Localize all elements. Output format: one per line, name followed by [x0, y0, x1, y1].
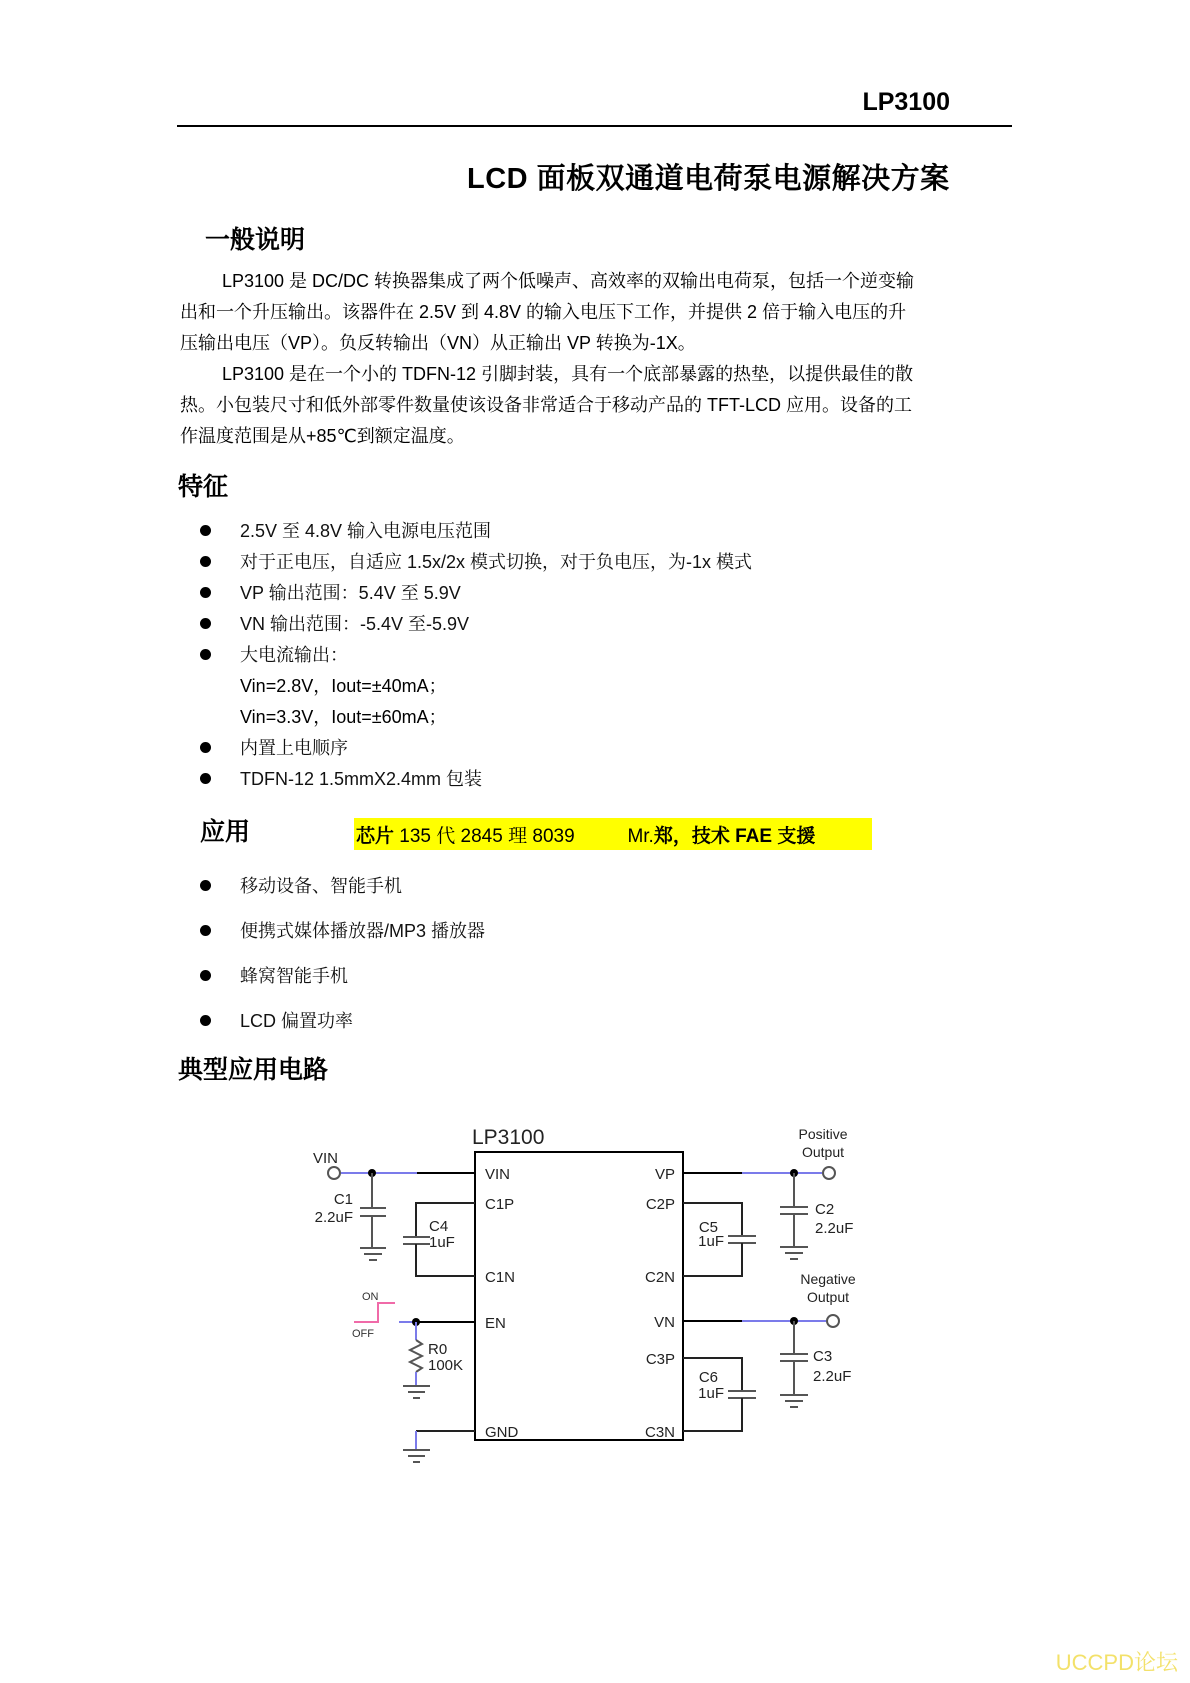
paragraph-line: LP3100 是 DC/DC 转换器集成了两个低噪声、高效率的双输出电荷泵，包括一个逆变输 — [222, 271, 915, 291]
en-switch-signal — [354, 1303, 395, 1322]
contact-bold-suffix: 郑，技术 FAE 支援 — [653, 826, 816, 847]
positive-output-label-line1: Positive — [798, 1126, 848, 1142]
c4-name: C4 — [429, 1218, 449, 1235]
ground-icon — [403, 1450, 430, 1462]
c1-value: 2.2uF — [314, 1209, 353, 1226]
negative-output-label-line1: Negative — [800, 1271, 856, 1287]
pin-label-c2p: C2P — [645, 1196, 675, 1213]
negative-output-terminal-icon — [827, 1315, 839, 1327]
pin-label-vp: VP — [654, 1166, 675, 1183]
c3-value: 2.2uF — [813, 1368, 852, 1385]
chip-label: LP3100 — [472, 1126, 545, 1149]
r0-name: R0 — [428, 1341, 448, 1358]
paragraph-line: 出和一个升压输出。该器件在 2.5V 到 4.8V 的输入电压下工作，并提供 2 倍于输入电压的升 — [180, 302, 907, 322]
forum-watermark: UCCPD论坛 — [1055, 1650, 1178, 1675]
paragraph-line: 压输出电压（VP）。负反转输出（VN）从正输出 VP 转换为-1X。 — [180, 333, 696, 353]
pin-label-c3p: C3P — [645, 1351, 675, 1368]
c6-value: 1uF — [698, 1385, 724, 1402]
pin-label-c2n: C2N — [644, 1269, 675, 1286]
c1-name: C1 — [333, 1191, 353, 1208]
en-on-label: ON — [362, 1291, 379, 1303]
en-off-label: OFF — [352, 1328, 374, 1340]
feature-sub-line: Vin=2.8V，Iout=±40mA； — [240, 676, 447, 696]
c5-value: 1uF — [698, 1233, 724, 1250]
resistor-r0-icon — [410, 1340, 422, 1372]
vin-label: VIN — [313, 1150, 339, 1167]
r0-value: 100K — [428, 1357, 464, 1374]
contact-mr: Mr. — [627, 826, 654, 847]
ground-icon — [403, 1386, 430, 1398]
ground-icon — [780, 1247, 808, 1259]
c4-value: 1uF — [429, 1234, 455, 1251]
c2-value: 2.2uF — [815, 1220, 854, 1237]
pin-label-gnd: GND — [485, 1424, 519, 1441]
pin-label-en: EN — [485, 1315, 506, 1332]
contact-number: 135 代 2845 理 8039 — [394, 826, 575, 847]
c6-name: C6 — [698, 1369, 718, 1386]
positive-output-terminal-icon — [823, 1167, 835, 1179]
ground-icon — [780, 1395, 808, 1407]
negative-output-label-line2: Output — [806, 1289, 850, 1305]
ground-icon — [360, 1248, 386, 1260]
applications-heading: 应用 — [200, 818, 251, 846]
document-title: LCD 面板双通道电荷泵电源解决方案 — [467, 163, 950, 195]
contact-bold-prefix: 芯片 — [356, 826, 395, 847]
features-heading: 特征 — [178, 473, 229, 501]
paragraph-line: LP3100 是在一个小的 TDFN-12 引脚封装，具有一个底部暴露的热垫，以提供最佳的散 — [222, 364, 914, 384]
pin-label-c3n: C3N — [644, 1424, 675, 1441]
feature-sub-line: Vin=3.3V，Iout=±60mA； — [240, 707, 447, 727]
general-heading: 一般说明 — [205, 226, 306, 254]
vin-terminal-icon — [328, 1167, 340, 1179]
circuit-heading: 典型应用电路 — [178, 1056, 329, 1084]
pin-label-c1n: C1N — [485, 1269, 516, 1286]
c2-name: C2 — [815, 1201, 835, 1218]
part-number-header: LP3100 — [862, 88, 950, 116]
pin-label-c1p: C1P — [485, 1196, 515, 1213]
paragraph-line: 热。小包装尺寸和低外部零件数量使该设备非常适合于移动产品的 TFT-LCD 应用。设备的工 — [180, 395, 912, 415]
positive-output-label-line2: Output — [801, 1144, 845, 1160]
c3-name: C3 — [813, 1348, 833, 1365]
pin-label-vin: VIN — [485, 1166, 511, 1183]
c3n-wire — [683, 1398, 742, 1431]
c5-name: C5 — [698, 1219, 718, 1236]
paragraph-line: 作温度范围是从+85℃到额定温度。 — [180, 426, 465, 446]
pin-label-vn: VN — [654, 1314, 675, 1331]
